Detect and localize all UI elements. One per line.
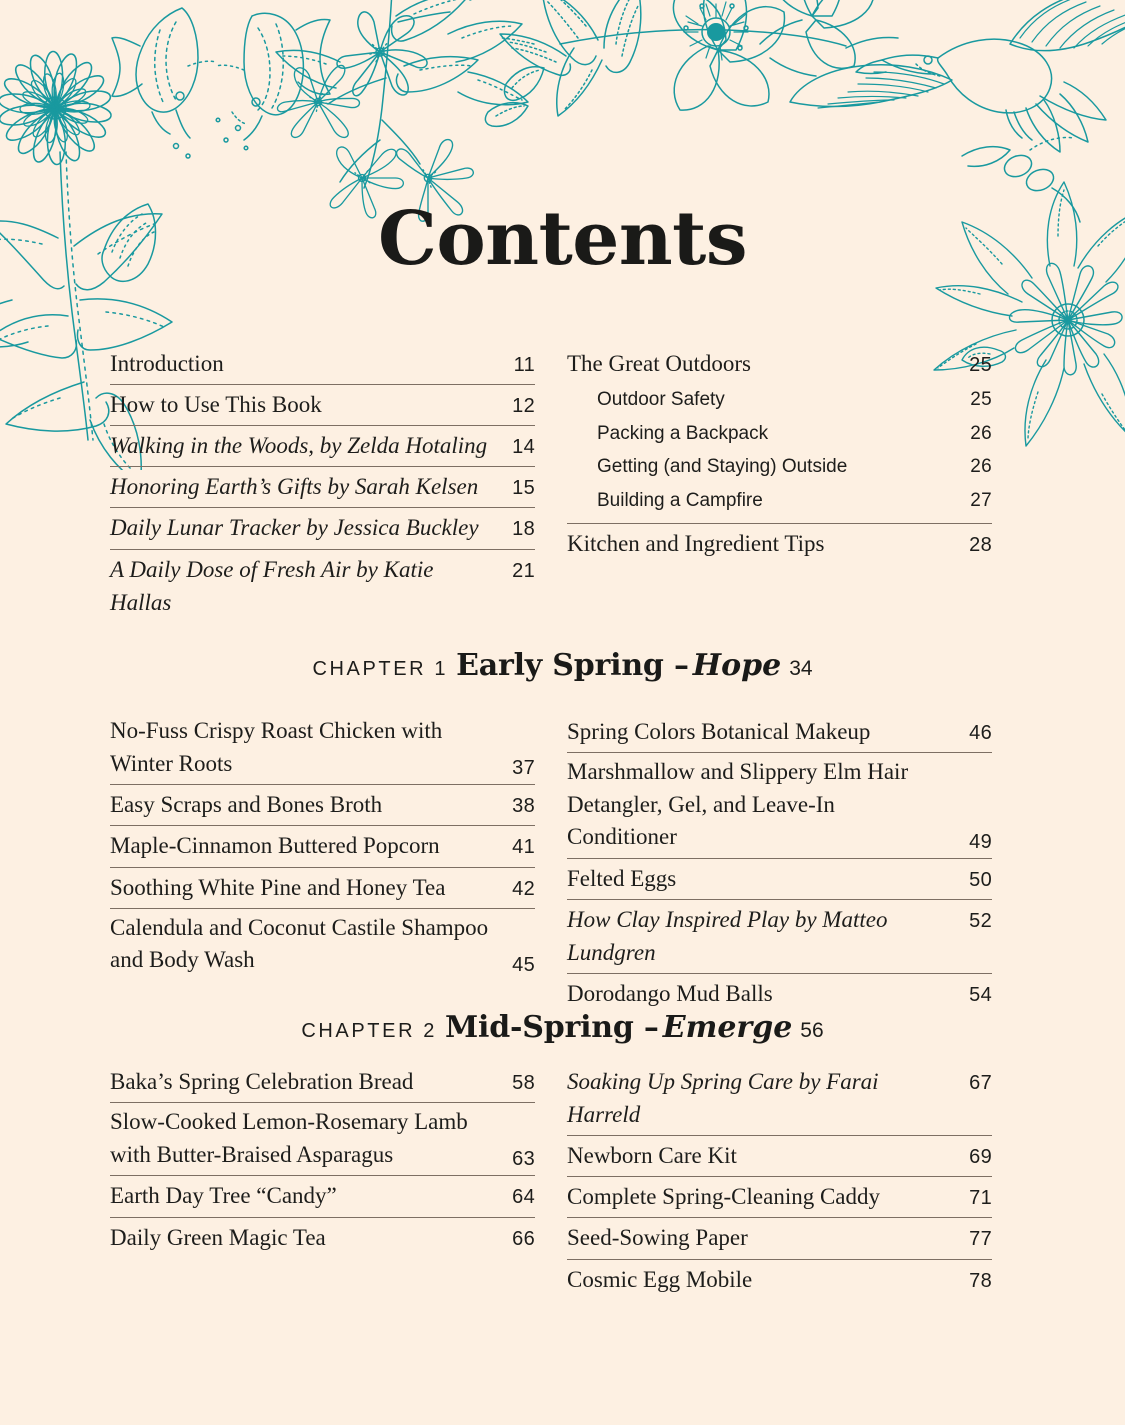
page-title: Contents bbox=[378, 196, 747, 282]
toc-entry[interactable] bbox=[110, 826, 535, 867]
toc-subentry[interactable] bbox=[567, 418, 992, 452]
toc-entry-page: 41 bbox=[512, 836, 535, 859]
toc-entry[interactable] bbox=[567, 1136, 992, 1177]
toc-entry[interactable] bbox=[110, 909, 535, 981]
toc-entry[interactable] bbox=[567, 1062, 992, 1136]
chapter-1-heading bbox=[0, 648, 1125, 683]
toc-subentry-title: Packing a Backpack bbox=[597, 422, 769, 444]
toc-entry-title: How to Use This Book bbox=[110, 392, 322, 418]
chapter-2-left-column bbox=[110, 1062, 535, 1300]
toc-subentry-page: 25 bbox=[970, 389, 992, 411]
toc-entry-title: Walking in the Woods, by Zelda Hotaling bbox=[110, 433, 488, 459]
toc-entry[interactable] bbox=[110, 1103, 535, 1176]
front-matter-right-column bbox=[567, 344, 992, 623]
toc-entry-title: Introduction bbox=[110, 351, 224, 376]
toc-subentry-title: Building a Campfire bbox=[597, 489, 763, 511]
toc-entry[interactable] bbox=[567, 859, 992, 900]
toc-entry[interactable] bbox=[567, 1218, 992, 1259]
toc-entry-page: 64 bbox=[512, 1186, 535, 1209]
bird-in-flight-illustration bbox=[790, 0, 1125, 152]
toc-entry-title: Complete Spring-Cleaning Caddy bbox=[567, 1184, 881, 1210]
toc-entry[interactable] bbox=[567, 524, 992, 564]
toc-entry-page: 42 bbox=[512, 877, 535, 900]
fish-pair-illustration bbox=[112, 8, 330, 158]
toc-entry-page: 77 bbox=[969, 1228, 992, 1251]
toc-entry-page: 12 bbox=[512, 395, 535, 418]
toc-entry-title: How Clay Inspired Play by Matteo Lundgren bbox=[567, 907, 888, 966]
toc-entry-page: 54 bbox=[969, 984, 992, 1007]
toc-subentry[interactable] bbox=[567, 451, 992, 485]
toc-entry[interactable] bbox=[110, 467, 535, 508]
toc-entry-title: Baka’s Spring Celebration Bread bbox=[110, 1069, 414, 1094]
toc-entry-page: 15 bbox=[512, 477, 535, 500]
chapter-2-section bbox=[110, 1062, 992, 1300]
chapter-1-label: CHAPTER 1 bbox=[312, 658, 449, 680]
toc-entry-title: The Great Outdoors bbox=[567, 351, 751, 376]
toc-entry-page: 45 bbox=[512, 953, 535, 976]
toc-entry-title: Seed-Sowing Paper bbox=[567, 1225, 748, 1251]
toc-entry[interactable] bbox=[110, 1218, 535, 1258]
toc-entry-page: 14 bbox=[512, 436, 535, 459]
toc-entry-page: 38 bbox=[512, 795, 535, 818]
toc-entry-title: Dorodango Mud Balls bbox=[567, 981, 773, 1007]
toc-entry-page: 69 bbox=[969, 1146, 992, 1169]
toc-entry-page: 11 bbox=[513, 354, 535, 376]
toc-entry-page: 21 bbox=[512, 559, 535, 582]
toc-entry-page: 78 bbox=[969, 1269, 992, 1292]
chapter-2-page: 56 bbox=[800, 1019, 824, 1042]
toc-subentry[interactable] bbox=[567, 384, 992, 418]
toc-subentry-page: 27 bbox=[970, 489, 992, 511]
star-flower-spray-illustration bbox=[276, 0, 544, 221]
toc-entry-page: 46 bbox=[969, 722, 992, 744]
toc-entry[interactable] bbox=[110, 550, 535, 623]
toc-entry[interactable] bbox=[567, 1177, 992, 1218]
toc-entry[interactable] bbox=[110, 785, 535, 826]
toc-subentry[interactable] bbox=[567, 485, 992, 525]
toc-entry[interactable] bbox=[567, 1260, 992, 1300]
toc-entry-title: Calendula and Coconut Castile Shampoo and Body Wash bbox=[110, 914, 489, 973]
front-matter-section bbox=[110, 344, 992, 623]
chapter-2-label: CHAPTER 2 bbox=[301, 1020, 437, 1042]
toc-entry-title: Soothing White Pine and Honey Tea bbox=[110, 874, 446, 900]
toc-entry[interactable] bbox=[567, 344, 992, 384]
chapter-1-name: Early Spring – bbox=[456, 648, 689, 683]
toc-entry-title: A Daily Dose of Fresh Air by Katie Hallas bbox=[110, 556, 434, 615]
toc-entry-page: 66 bbox=[512, 1227, 535, 1250]
toc-entry-title: Honoring Earth’s Gifts by Sarah Kelsen bbox=[110, 474, 479, 500]
chapter-1-left-column bbox=[110, 712, 535, 1015]
toc-entry[interactable] bbox=[567, 974, 992, 1014]
toc-entry-title: Earth Day Tree “Candy” bbox=[110, 1183, 337, 1209]
chapter-1-page: 34 bbox=[789, 657, 813, 680]
toc-entry[interactable] bbox=[110, 344, 535, 385]
toc-entry-title: No-Fuss Crispy Roast Chicken with Winter Roots bbox=[110, 718, 443, 776]
toc-entry[interactable] bbox=[110, 508, 535, 549]
toc-entry-title: Daily Green Magic Tea bbox=[110, 1224, 326, 1250]
toc-entry-page: 58 bbox=[512, 1072, 535, 1094]
toc-subentry-title: Getting (and Staying) Outside bbox=[597, 456, 848, 478]
toc-entry[interactable] bbox=[110, 426, 535, 467]
chapter-1-section bbox=[110, 712, 992, 1015]
toc-entry[interactable] bbox=[110, 712, 535, 785]
toc-entry-page: 18 bbox=[512, 518, 535, 541]
toc-entry-title: Kitchen and Ingredient Tips bbox=[567, 531, 825, 557]
toc-subentry-title: Outdoor Safety bbox=[597, 389, 725, 411]
wild-rose-illustration bbox=[500, 0, 898, 116]
toc-entry-page: 67 bbox=[969, 1072, 992, 1094]
calendula-flower-illustration bbox=[0, 51, 112, 164]
toc-entry[interactable] bbox=[110, 1176, 535, 1217]
toc-entry-title: Maple-Cinnamon Buttered Popcorn bbox=[110, 833, 440, 859]
toc-entry-page: 71 bbox=[969, 1187, 992, 1210]
toc-entry-page: 25 bbox=[969, 354, 992, 376]
toc-entry-page: 28 bbox=[969, 534, 992, 557]
toc-subentry-page: 26 bbox=[970, 422, 992, 444]
chapter-2-heading bbox=[0, 1010, 1125, 1045]
toc-entry-title: Easy Scraps and Bones Broth bbox=[110, 792, 383, 818]
toc-entry-page: 37 bbox=[512, 757, 535, 780]
chapter-1-right-column bbox=[567, 712, 992, 1015]
toc-entry-page: 63 bbox=[512, 1148, 535, 1171]
toc-entry-title: Felted Eggs bbox=[567, 866, 677, 892]
toc-entry-title: Daily Lunar Tracker by Jessica Buckley bbox=[110, 515, 479, 541]
toc-entry-page: 52 bbox=[969, 910, 992, 933]
toc-entry-page: 49 bbox=[969, 831, 992, 854]
toc-entry[interactable] bbox=[567, 753, 992, 859]
chapter-2-name: Mid-Spring – bbox=[445, 1010, 659, 1045]
chapter-1-word: Hope bbox=[692, 648, 782, 683]
toc-entry-title: Slow-Cooked Lemon-Rosemary Lamb with Butter-Braised Asparagus bbox=[110, 1109, 468, 1167]
toc-entry-page: 50 bbox=[969, 869, 992, 892]
chapter-2-word: Emerge bbox=[662, 1010, 793, 1045]
toc-entry-title: Cosmic Egg Mobile bbox=[567, 1266, 753, 1292]
toc-entry[interactable] bbox=[110, 385, 535, 426]
toc-entry[interactable] bbox=[110, 868, 535, 909]
toc-entry[interactable] bbox=[110, 1062, 535, 1103]
toc-entry[interactable] bbox=[567, 712, 992, 753]
toc-entry-title: Newborn Care Kit bbox=[567, 1143, 737, 1169]
toc-subentry-page: 26 bbox=[970, 456, 992, 478]
toc-entry-title: Soaking Up Spring Care by Farai Harreld bbox=[567, 1069, 879, 1128]
toc-entry-title: Marshmallow and Slippery Elm Hair Detangler, Gel, and Leave-In Conditioner bbox=[567, 759, 909, 850]
toc-entry[interactable] bbox=[567, 900, 992, 974]
chapter-2-right-column bbox=[567, 1062, 992, 1300]
front-matter-left-column bbox=[110, 344, 535, 623]
toc-entry-title: Spring Colors Botanical Makeup bbox=[567, 719, 871, 744]
